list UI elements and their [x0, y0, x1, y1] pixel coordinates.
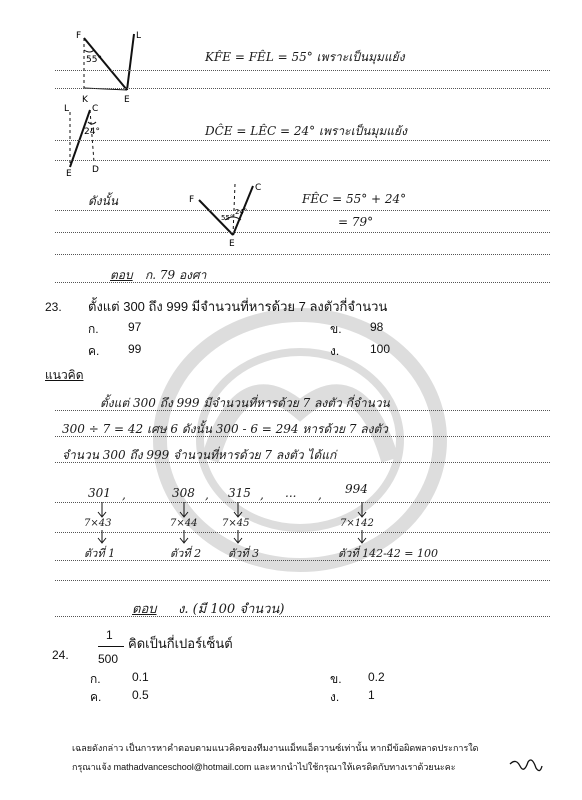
fig1-label-f: F — [76, 31, 82, 41]
q24-choice-value: 1 — [368, 688, 375, 702]
q23-choice-value: 99 — [128, 342, 142, 356]
solution-line-2: 300 ÷ 7 = 42 เศษ 6 ดังนั้น 300 - 6 = 294 หารด้วย 7 ลงตัว — [62, 422, 389, 436]
q24-choice-value: 0.2 — [368, 670, 385, 684]
q23-choice-key: ง. — [330, 344, 340, 358]
fig2-label-e: E — [66, 169, 72, 177]
q23-text: ตั้งแต่ 300 ถึง 999 มีจำนวนที่หารด้วย 7 ลงตัวกี่จำนวน — [88, 299, 388, 314]
dotted-line — [55, 140, 550, 141]
dotted-line — [55, 160, 550, 161]
fig3-lead: ดังนั้น — [88, 194, 119, 208]
fig3-angle-24: 24° — [235, 208, 248, 216]
mult-1: 7×43 — [84, 518, 112, 529]
dotted-line — [55, 210, 550, 211]
fig3-line-2: = 79° — [338, 215, 374, 229]
dotted-line — [55, 616, 550, 617]
q23-choice-key: ก. — [88, 322, 99, 336]
solution-line-1: ตั้งแต่ 300 ถึง 999 มีจำนวนที่หารด้วย 7 ลงตัว กี่จำนวน — [100, 396, 390, 410]
seq-term-1: 301 — [88, 486, 111, 500]
dotted-line — [55, 88, 550, 89]
dotted-line — [55, 254, 550, 255]
fig2-label-c: C — [92, 104, 99, 114]
seq-separator: , — [205, 488, 209, 502]
q24-text: คิดเป็นกี่เปอร์เซ็นต์ — [128, 636, 233, 651]
seq-term-3: 315 — [228, 486, 251, 500]
fig2-label-l: L — [64, 104, 70, 114]
q24-choice-value: 0.1 — [132, 670, 149, 684]
solution-line-3: จำนวน 300 ถึง 999 จำนวนที่หารด้วย 7 ลงตัว ได้แก่ — [62, 448, 337, 462]
position-last: ตัวที่ 142-42 = 100 — [338, 547, 438, 560]
seq-arrows — [80, 500, 380, 520]
fig1-label-l: L — [136, 31, 142, 41]
seq-term-last: 994 — [345, 482, 368, 496]
figure-3-diagram — [185, 180, 275, 250]
q24-denominator: 500 — [98, 652, 119, 666]
fig1-statement: KF̂E = FÊL = 55° เพราะเป็นมุมแย้ง — [205, 50, 405, 64]
answer23-text: ง. (มี 100 จำนวน) — [178, 602, 285, 617]
position-3: ตัวที่ 3 — [228, 547, 260, 560]
dotted-line — [55, 580, 550, 581]
fig1-label-k: K — [82, 95, 88, 105]
q24-choice-key: ก. — [90, 672, 101, 686]
footer-line-1: เฉลยดังกล่าว เป็นการหาคำตอบตามแนวคิดของทีมงานแม็ทแอ็ดวานซ์เท่านั้น หากมีข้อผิดพลาดประการใด — [72, 743, 479, 753]
figure-1-diagram — [62, 28, 172, 108]
position-1: ตัวที่ 1 — [84, 547, 116, 560]
q24-numerator: 1 — [106, 628, 113, 642]
fig3-label-f: F — [189, 195, 195, 205]
dotted-line — [55, 282, 550, 283]
seq-separator: , — [122, 488, 126, 502]
fig3-line-1: FÊC = 55° + 24° — [302, 192, 407, 206]
footer-line-2: กรุณาแจ้ง mathadvanceschool@hotmail.com และหากนำไปใช้กรุณาให้เครดิตกับทางเราด้วยนะคะ — [72, 762, 456, 772]
mult-last: 7×142 — [340, 518, 374, 529]
dotted-line — [55, 410, 550, 411]
signature — [508, 756, 544, 778]
mult-3: 7×45 — [222, 518, 250, 529]
dotted-line — [55, 560, 550, 561]
seq-separator: , — [260, 488, 264, 502]
q24-choice-key: ง. — [330, 690, 340, 704]
q24-choice-key: ค. — [90, 690, 102, 704]
q23-choice-key: ข. — [330, 322, 342, 336]
answer-prev-text: ก. 79 องศา — [145, 268, 207, 282]
q24-choice-key: ข. — [330, 672, 342, 686]
mult-2: 7×44 — [170, 518, 198, 529]
dotted-line — [55, 232, 550, 233]
fig2-statement: DĈE = LÊC = 24° เพราะเป็นมุมแย้ง — [205, 124, 407, 138]
approach-label: แนวคิด — [45, 368, 84, 382]
dotted-line — [55, 70, 550, 71]
fig1-label-e: E — [124, 95, 130, 105]
q23-choice-value: 100 — [370, 342, 391, 356]
q23-choice-value: 98 — [370, 320, 384, 334]
dotted-line — [55, 436, 550, 437]
fraction-bar — [98, 646, 124, 647]
q24-number: 24. — [52, 648, 69, 662]
seq-separator: , — [318, 488, 322, 502]
fig2-label-d: D — [92, 165, 99, 175]
q23-number: 23. — [45, 300, 62, 314]
q23-choice-key: ค. — [88, 344, 100, 358]
fig2-label-angle: 24° — [84, 127, 100, 137]
fig3-angle-55: 55° — [221, 214, 234, 222]
seq-ellipsis: ... — [285, 486, 297, 500]
answer23-label: ตอบ — [132, 602, 157, 617]
q24-choice-value: 0.5 — [132, 688, 149, 702]
dotted-line — [55, 462, 550, 463]
fig1-label-angle: 55° — [86, 55, 102, 65]
position-2: ตัวที่ 2 — [170, 547, 202, 560]
answer-prev-label: ตอบ — [110, 268, 133, 282]
fig3-label-c: C — [255, 183, 262, 193]
fig3-label-e: E — [229, 239, 235, 249]
seq-term-2: 308 — [172, 486, 195, 500]
q23-choice-value: 97 — [128, 320, 142, 334]
